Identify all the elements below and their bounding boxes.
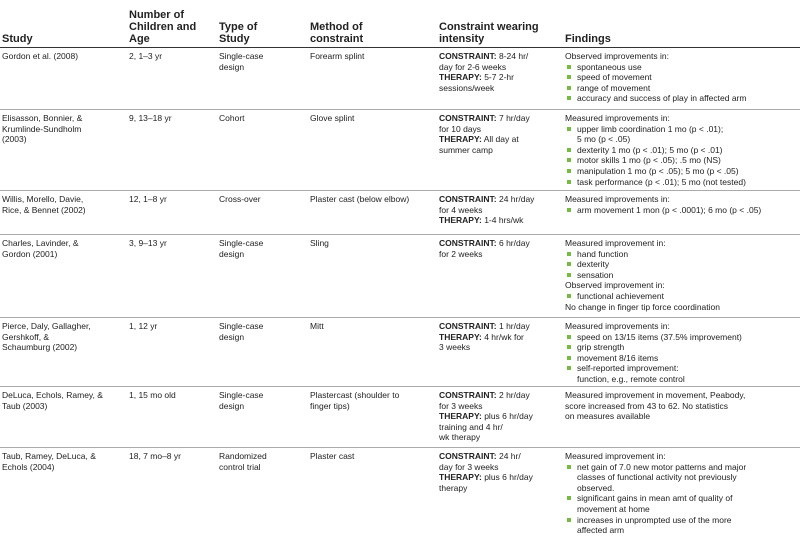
findings-bullet [565,270,798,281]
table-row [0,448,800,546]
cell-method [310,390,434,411]
bullet-square-icon [567,345,571,349]
intensity-line [439,238,559,249]
findings-text: Measured improvements in: [565,321,670,331]
study-citation: Taub, Ramey, DeLuca, & [2,451,96,461]
bullet-text: dexterity 1 mo (p < .01); 5 mo (p < .01) [577,144,723,155]
findings-bullet [565,62,798,73]
cell-children-age: 2, 1–3 yr [129,51,163,61]
header-findings: Findings [565,33,611,45]
intensity-continuation: training and 4 hr/ [439,421,503,432]
cell-method [310,194,434,205]
intensity-line [439,215,559,226]
header-children: Number of Children and Age [129,9,197,45]
intensity-line [439,451,559,462]
cell-method [310,451,434,462]
findings-text: Measured improvements in: [565,194,670,204]
findings-bullet [565,363,798,384]
study-type: Single-case [219,321,264,331]
findings-bullet [565,155,798,166]
study-citation: Schaumburg (2002) [2,342,78,353]
cell-intensity [439,51,559,93]
header-type: Type of Study [219,21,258,45]
findings-list [565,291,798,302]
findings-bullet [565,93,798,104]
findings-list [565,124,798,188]
constraint-method: finger tips) [310,400,350,411]
study-type: Cohort [219,113,245,123]
intensity-text: plus 6 hr/day [484,411,533,422]
intensity-line [439,321,559,332]
intensity-line [439,390,559,401]
table-row [0,48,800,110]
intensity-line [439,113,559,124]
study-citation: Echols (2004) [2,461,55,472]
cell-study [2,51,120,62]
intensity-line [439,194,559,205]
intensity-label: CONSTRAINT: [439,321,497,331]
bullet-square-icon [567,65,571,69]
intensity-text: 6 hr/day [498,238,530,248]
intensity-continuation: wk therapy [439,432,481,443]
bullet-text: motor skills 1 mo (p < .05); .5 mo (NS) [577,155,721,166]
cell-intensity [439,321,559,353]
cell-findings [565,113,798,187]
cell-findings [565,451,798,536]
findings-bullet [565,72,798,83]
study-type: control trial [219,461,261,472]
study-type: Single-case [219,390,264,400]
findings-bullet [565,177,798,188]
intensity-text: 4 hr/wk for [484,331,524,342]
cell-method [310,113,434,124]
intensity-text: All day at [483,134,519,145]
intensity-label: CONSTRAINT: [439,390,497,400]
bullet-text: classes of functional activity not previously [577,472,737,483]
bullet-square-icon [567,169,571,173]
cell-children-age: 1, 15 mo old [129,390,176,400]
header-study: Study [2,33,33,45]
bullet-text: manipulation 1 mo (p < .05); 5 mo (p < .05) [577,165,739,176]
cell-intensity [439,113,559,155]
intensity-line [439,411,559,422]
intensity-continuation: day for 2-6 weeks [439,61,507,72]
intensity-label: CONSTRAINT: [439,113,497,123]
bullet-square-icon [567,465,571,469]
intensity-text: 5-7 2-hr [484,72,514,83]
study-citation: Pierce, Daly, Gallagher, [2,321,91,331]
findings-text: Measured improvements in: [565,113,670,123]
cell-study [2,194,120,215]
cell-study-type [219,194,307,205]
bullet-square-icon [567,180,571,184]
intensity-label: THERAPY: [439,215,482,226]
intensity-label: CONSTRAINT: [439,51,497,61]
intensity-text: 24 hr/ [498,451,521,461]
bullet-text: function, e.g., remote control [577,373,685,384]
bullet-square-icon [567,148,571,152]
cell-findings [565,51,798,104]
cell-children-age: 3, 9–13 yr [129,238,167,248]
bullet-text: speed on 13/15 items (37.5% improvement) [577,331,742,342]
study-citation: Taub (2003) [2,400,48,411]
intensity-continuation: for 2 weeks [439,248,483,259]
cell-method [310,238,434,249]
study-citation: Willis, Morello, Davie, [2,194,84,204]
cell-study [2,113,120,145]
bullet-text: range of movement [577,82,651,93]
study-citation: Elisasson, Bonnier, & [2,113,83,123]
cell-method [310,51,434,62]
findings-bullet [565,342,798,353]
bullet-square-icon [567,496,571,500]
intensity-continuation: for 3 weeks [439,400,483,411]
findings-bullet [565,259,798,270]
cell-findings [565,390,798,422]
study-citation: Rice, & Bennet (2002) [2,204,86,215]
bullet-text: hand function [577,248,629,259]
study-citation: DeLuca, Echols, Ramey, & [2,390,103,400]
cell-study-type [219,321,307,342]
table-row [0,235,800,318]
bullet-square-icon [567,75,571,79]
bullet-text: functional achievement [577,290,664,301]
bullet-text: movement at home [577,503,650,514]
intensity-text: 7 hr/day [498,113,530,123]
bullet-text: affected arm [577,525,625,536]
bullet-square-icon [567,262,571,266]
cell-children-age: 12, 1–8 yr [129,194,167,204]
bullet-square-icon [567,294,571,298]
cell-study [2,390,120,411]
bullet-text: increases in unprompted use of the more [577,514,732,525]
intensity-label: CONSTRAINT: [439,238,497,248]
intensity-label: THERAPY: [439,134,482,145]
constraint-method: Plaster cast [310,451,355,461]
bullet-text: dexterity [577,259,610,270]
cell-study-type [219,451,307,472]
findings-bullet [565,249,798,260]
bullet-text: arm movement 1 mon (p < .0001); 6 mo (p < .05) [577,204,762,215]
intensity-label: CONSTRAINT: [439,194,497,204]
intensity-text: 8-24 hr/ [498,51,529,61]
study-type: design [219,331,245,342]
cell-method [310,321,434,332]
bullet-square-icon [567,158,571,162]
table-row [0,318,800,387]
findings-bullet [565,166,798,177]
findings-list [565,62,798,104]
cell-findings [565,238,798,312]
study-citation: Krumlinde-Sundholm [2,123,82,134]
bullet-square-icon [567,273,571,277]
bullet-square-icon [567,127,571,131]
study-citation: Charles, Lavinder, & [2,238,79,248]
bullet-square-icon [567,86,571,90]
findings-list [565,249,798,281]
intensity-text: plus 6 hr/day [484,472,533,483]
cell-study [2,238,120,259]
cell-intensity [439,390,559,443]
constraint-method: Forearm splint [310,51,365,61]
intensity-text: 24 hr/day [498,194,535,204]
intensity-line [439,332,559,343]
bullet-text: upper limb coordination 1 mo (p < .01); [577,123,724,134]
study-type: Single-case [219,51,264,61]
cell-study-type [219,238,307,259]
intensity-label: THERAPY: [439,331,482,342]
findings-bullet [565,83,798,94]
bullet-square-icon [567,518,571,522]
bullet-text: net gain of 7.0 new motor patterns and major [577,461,747,472]
constraint-method: Glove splint [310,113,355,123]
findings-bullet [565,205,798,216]
intensity-continuation: day for 3 weeks [439,461,499,472]
intensity-continuation: summer camp [439,144,493,155]
bullet-text: sensation [577,269,614,280]
intensity-line [439,472,559,483]
intensity-line [439,134,559,145]
cell-study-type [219,390,307,411]
bullet-square-icon [567,96,571,100]
study-type: design [219,248,245,259]
constraint-method: Mitt [310,321,324,331]
findings-list [565,462,798,536]
intensity-text: 1-4 hrs/wk [484,215,524,226]
findings-bullet [565,124,798,145]
findings-text: Observed improvements in: [565,51,669,61]
findings-text: Observed improvement in: [565,280,665,291]
cell-findings [565,321,798,385]
intensity-line [439,51,559,62]
intensity-continuation: for 4 weeks [439,204,483,215]
study-citation: (2003) [2,134,27,145]
intensity-label: CONSTRAINT: [439,451,497,461]
study-citation: Gordon (2001) [2,248,58,259]
study-type: Single-case [219,238,264,248]
study-type: design [219,61,245,72]
intensity-text: 2 hr/day [498,390,530,400]
cell-study-type [219,113,307,124]
findings-text: Measured improvement in: [565,238,666,248]
study-type: Cross-over [219,194,261,204]
cell-study [2,321,120,353]
study-type: Randomized [219,451,267,461]
intensity-continuation: therapy [439,482,468,493]
findings-bullet [565,145,798,156]
bullet-text: self-reported improvement: [577,363,679,374]
cell-study [2,451,120,472]
study-type: design [219,400,245,411]
findings-list [565,332,798,385]
cell-intensity [439,194,559,226]
findings-text: on measures available [565,411,651,422]
bullet-square-icon [567,356,571,360]
table-header [0,0,800,48]
bullet-text: spontaneous use [577,61,642,72]
constraint-method: Plaster cast (below elbow) [310,194,410,204]
intensity-continuation: 3 weeks [439,342,471,353]
bullet-text: grip strength [577,342,625,353]
intensity-continuation: for 10 days [439,123,482,134]
table-row [0,191,800,235]
header-method: Method of constraint [310,21,364,45]
bullet-text: task performance (p < .01); 5 mo (not tested) [577,176,746,187]
findings-bullet [565,462,798,494]
header-intensity: Constraint wearing intensity [439,21,539,45]
findings-bullet [565,332,798,343]
study-citation: Gordon et al. (2008) [2,51,79,61]
bullet-text: accuracy and success of play in affected arm [577,93,747,104]
findings-bullet [565,515,798,536]
bullet-square-icon [567,335,571,339]
cell-children-age: 9, 13–18 yr [129,113,172,123]
bullet-square-icon [567,208,571,212]
bullet-text: speed of movement [577,72,652,83]
intensity-label: THERAPY: [439,472,482,483]
intensity-line [439,72,559,83]
findings-text: No change in finger tip force coordination [565,301,720,312]
findings-text: Measured improvement in movement, Peabody, [565,390,746,400]
bullet-text: observed. [577,482,615,493]
cell-intensity [439,238,559,259]
intensity-label: THERAPY: [439,72,482,83]
intensity-label: THERAPY: [439,411,482,422]
findings-text: Measured improvement in: [565,451,666,461]
findings-list [565,205,798,216]
cell-findings [565,194,798,215]
constraint-method: Plastercast (shoulder to [310,390,400,400]
intensity-continuation: sessions/week [439,82,495,93]
findings-bullet [565,493,798,514]
table-row [0,387,800,448]
bullet-square-icon [567,252,571,256]
findings-text: score increased from 43 to 62. No statistics [565,400,728,411]
bullet-text: significant gains in mean amt of quality of [577,493,733,504]
intensity-text: 1 hr/day [498,321,530,331]
bullet-square-icon [567,366,571,370]
bullet-text: movement 8/16 items [577,352,659,363]
findings-bullet [565,353,798,364]
cell-children-age: 1, 12 yr [129,321,158,331]
study-citation: Gershkoff, & [2,331,50,342]
cell-study-type [219,51,307,72]
cell-intensity [439,451,559,493]
cell-children-age: 18, 7 mo–8 yr [129,451,181,461]
constraint-method: Sling [310,238,329,248]
findings-bullet [565,291,798,302]
bullet-text: 5 mo (p < .05) [577,134,631,145]
table-row [0,110,800,191]
